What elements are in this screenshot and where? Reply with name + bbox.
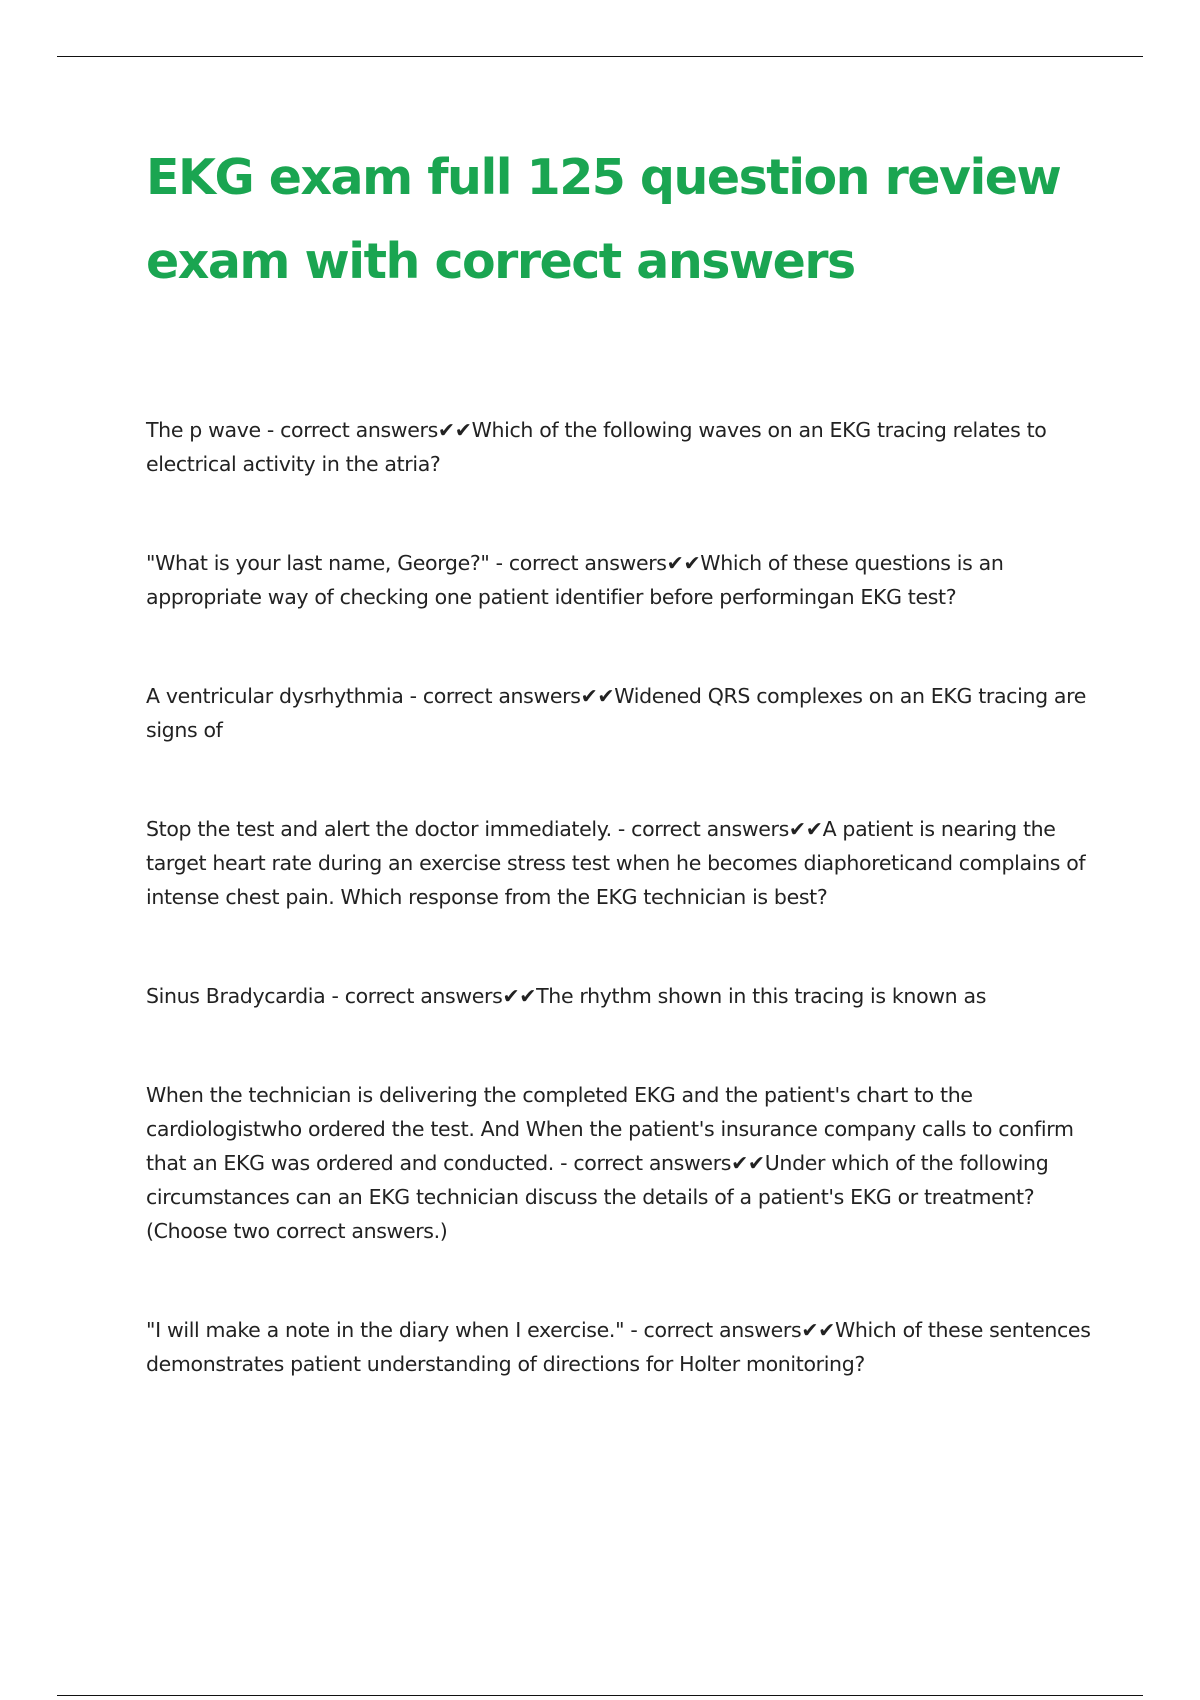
answer-text: Stop the test and alert the doctor immediately. [146,817,612,841]
qa-item [146,812,1094,914]
answer-text: A ventricular dysrhythmia [146,684,404,708]
check-marks-icon: ✔✔ [788,817,823,841]
qa-item [146,1078,1094,1248]
qa-item [146,979,1094,1013]
check-marks-icon: ✔✔ [437,418,472,442]
question-text: A patient is nearing the target heart rate during an exercise stress test when he becomes diaphoreticand complains of intense chest pain. Which response from the EKG technician is best? [146,817,1086,909]
question-text: Under which of the following circumstances can an EKG technician discuss the details of a patient's EKG or treatment? (Choose two correct answers.) [146,1151,1049,1243]
question-text: The rhythm shown in this tracing is known as [536,984,987,1008]
answer-separator: - correct answers [489,551,667,575]
question-text: Which of the following waves on an EKG tracing relates to electrical activity in the atria? [146,418,1047,476]
top-divider [57,56,1143,57]
check-marks-icon: ✔✔ [666,551,701,575]
answer-text: "I will make a note in the diary when I exercise." [146,1318,625,1342]
question-text: Widened QRS complexes on an EKG tracing are signs of [146,684,1087,742]
qa-item [146,1313,1094,1381]
document-title: EKG exam full 125 question review exam with correct answers [146,149,1061,290]
qa-item [146,679,1094,747]
qa-item [146,546,1094,614]
check-marks-icon: ✔✔ [801,1318,835,1342]
answer-separator: - correct answers [624,1318,802,1342]
question-text: Which of these sentences demonstrates patient understanding of directions for Holter monitoring? [146,1318,1091,1376]
answer-separator: - correct answers [403,684,581,708]
question-text: Which of these questions is an appropriate way of checking one patient identifier before performingan EKG test? [146,551,1004,609]
qa-item [146,413,1094,481]
answer-separator: - correct answers [260,418,438,442]
check-marks-icon: ✔✔ [580,684,615,708]
check-marks-icon: ✔✔ [502,984,537,1008]
answer-separator: - correct answers [611,817,789,841]
bottom-divider [57,1695,1143,1696]
answer-text: The p wave [146,418,261,442]
answer-separator: - correct answers [325,984,503,1008]
answer-text: "What is your last name, George?" [146,551,490,575]
answer-separator: - correct answers [553,1151,732,1175]
answer-text: Sinus Bradycardia [146,984,326,1008]
qa-list [146,413,1094,1381]
check-marks-icon: ✔✔ [731,1151,765,1175]
answer-text: When the technician is delivering the completed EKG and the patient's chart to the cardiologistwho ordered the test. And When the patient's insurance company calls to confirm that an EKG was ordered and conducted. [146,1083,1074,1175]
